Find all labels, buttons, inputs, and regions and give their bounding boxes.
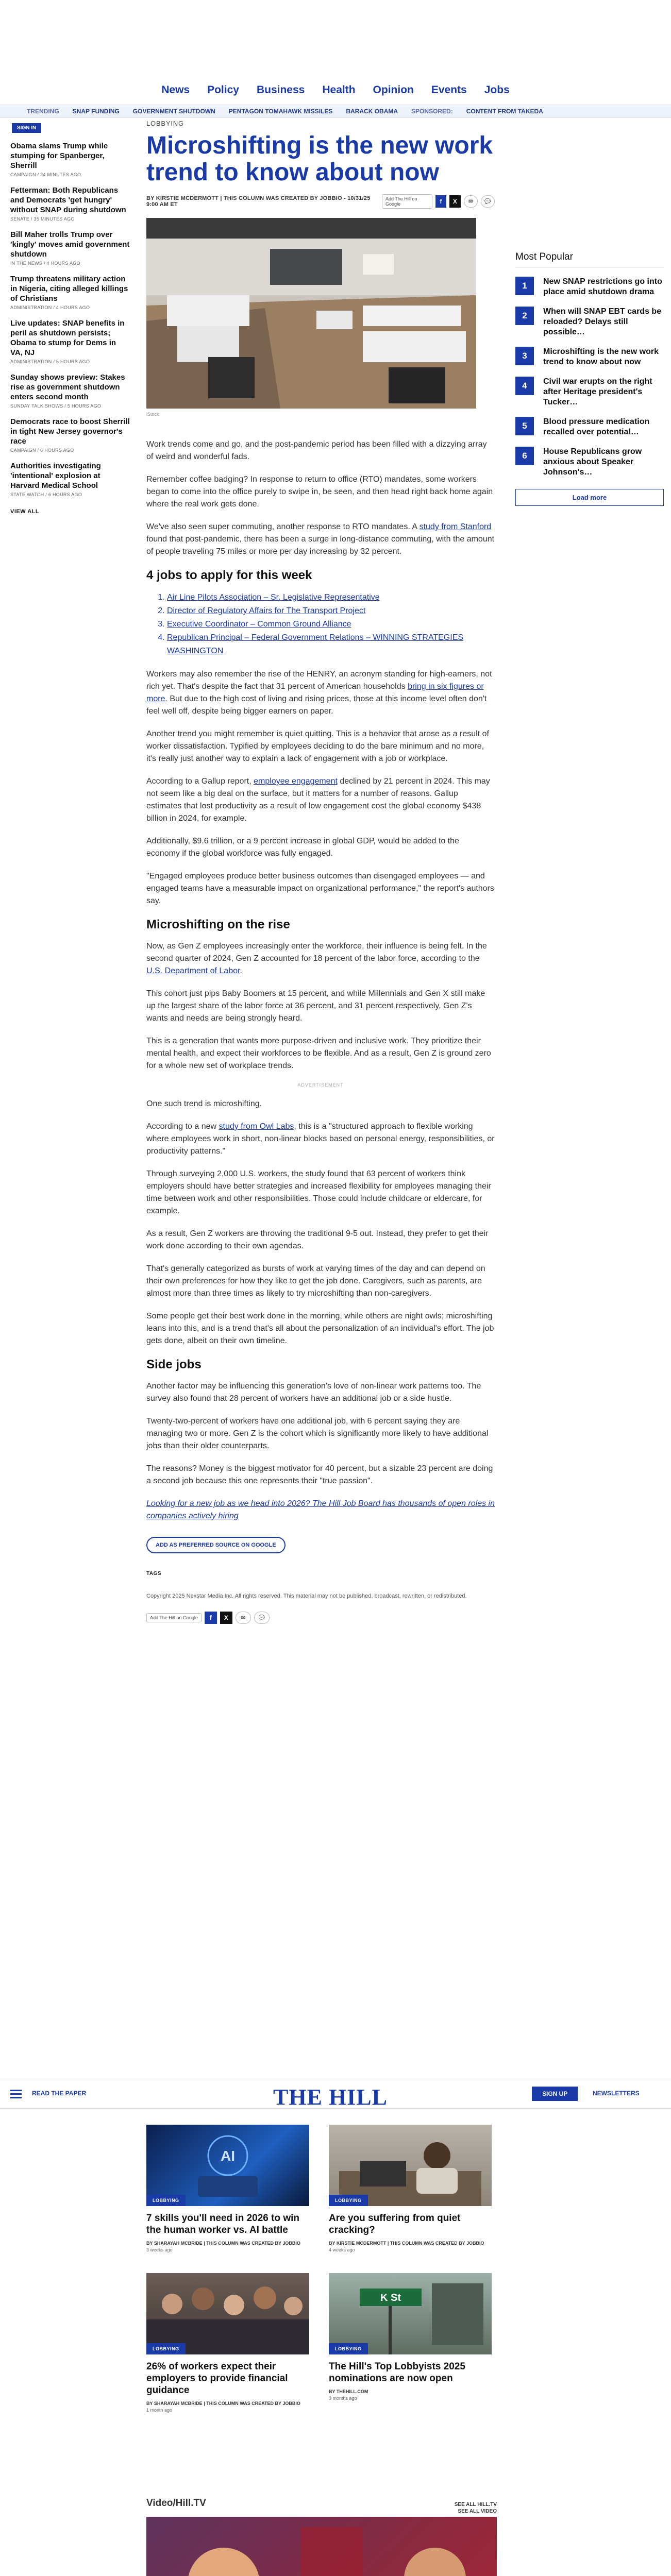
sponsored-label: SPONSORED: [411,108,453,115]
owl-labs-link[interactable]: study from Owl Labs [219,1122,294,1131]
paragraph: Remember coffee badging? In response to return to office (RTO) mandates, some workers began to come into the office purely to swipe in, be seen, and then head right back home again where the real work gets done. [146,475,493,509]
card-tag[interactable]: LOBBYING [146,2195,186,2206]
hamburger-menu-icon[interactable] [10,2090,22,2100]
paragraph: That's generally categorized as bursts of work at varying times of the day and can depend on their own preferences for how they like to get the job done. Caregivers, such as parents, are almost more than three times as likely to try microshifting than non-caregivers. [146,1264,485,1298]
article-headline: Microshifting is the new work trend to know about now [146,132,493,186]
most-popular-headline[interactable]: Microshifting is the new work trend to know about now [543,347,659,366]
see-all-links [455,2501,497,2515]
facebook-icon[interactable]: f [205,1612,217,1624]
nav-news[interactable]: News [161,84,190,96]
most-popular-title: Most Popular [515,251,664,267]
card-timestamp: 1 month ago [146,2408,173,2413]
paragraph [146,1121,495,1158]
trending-label: TRENDING [27,108,59,115]
main-nav [0,77,671,103]
comment-icon[interactable]: 💬 [481,195,495,208]
email-icon[interactable]: ✉ [464,195,478,208]
card-title[interactable]: 7 skills you'll need in 2026 to win the human worker vs. AI battle [146,2213,300,2235]
paragraph-text: found that post-pandemic, there has been a surge in long-distance commuting, with the amount of people traveling 75 miles or more per day increasing by 32 percent. [146,535,495,556]
card-timestamp: 3 months ago [329,2396,357,2401]
stressed-worker-illustration [329,2125,492,2206]
card-image[interactable] [146,2273,309,2354]
card-title[interactable]: Are you suffering from quiet cracking? [329,2213,461,2235]
load-more-button[interactable]: Load more [515,489,664,506]
job-link[interactable]: 1. Air Line Pilots Association – Sr. Legislative Representative [167,591,495,604]
most-popular-item[interactable] [515,417,664,437]
paragraph: Another factor may be influencing this generation's love of non-linear work patterns too. The survey also found that 28 percent of workers have an additional job or a side hustle. [146,1382,481,1403]
card-image[interactable] [329,2125,492,2206]
paragraph: Twenty-two-percent of workers have one additional job, with 6 percent saying they are managing two or more. Gen Z is the cohort which is significantly more likely to have additional jobs than their older counterparts. [146,1417,489,1450]
paragraph: "Engaged employees produce better business outcomes than disengaged employees — and engaged teams have a measurable impact on organizational performance," the report's authors say. [146,872,494,905]
rank-badge: 3 [515,347,534,365]
preferred-source-button[interactable]: ADD AS PREFERRED SOURCE ON GOOGLE [146,1537,286,1553]
rank-badge: 2 [515,307,534,325]
paragraph [146,668,495,718]
video-thumbnail [146,2517,497,2576]
most-popular-item[interactable] [515,307,664,337]
rail-item-meta: CAMPAIGN / 6 HOURS AGO [10,448,74,453]
article-byline: BY KIRSTIE MCDERMOTT | THIS COLUMN WAS CREATED BY JOBBIO - 10/31/25 9:00 AM ET [146,195,371,208]
card-byline: BY KIRSTIE MCDERMOTT | THIS COLUMN WAS CREATED BY JOBBIO [329,2241,484,2246]
byline-row [146,194,495,209]
related-card[interactable] [146,2273,309,2413]
rail-item[interactable] [10,417,130,453]
svg-text:AI: AI [221,2148,235,2164]
paragraph: Some people get their best work done in the morning, while others are night owls; microshifting leans into this, and is a trend that's all about the personalization of an individual's effort. The job gets done, albeit on their own timeline. [146,1312,494,1345]
labor-department-link[interactable]: U.S. Department of Labor [146,967,240,975]
see-all-video-link[interactable]: SEE ALL VIDEO [458,2509,497,2514]
rail-item-title[interactable]: Fetterman: Both Republicans and Democrats 'get hungry' without SNAP during shutdown [10,186,126,214]
video-section-title: Video/Hill.TV [146,2498,206,2509]
sponsored-item[interactable]: CONTENT FROM TAKEDA [466,108,543,115]
video-player[interactable] [146,2517,497,2576]
trending-bar [0,105,671,118]
nav-jobs[interactable]: Jobs [484,84,510,96]
paragraph: One such trend is microshifting. [146,1099,262,1108]
advertisement-label: ADVERTISEMENT [297,1082,344,1088]
article [146,120,495,1624]
card-title[interactable]: The Hill's Top Lobbyists 2025 nominations are now open [329,2361,465,2384]
most-popular-item[interactable] [515,447,664,478]
card-tag[interactable]: LOBBYING [329,2195,368,2206]
x-icon[interactable]: X [220,1612,232,1624]
card-title[interactable]: 26% of workers expect their employers to provide financial guidance [146,2361,288,2396]
ai-robot-illustration [146,2125,309,2206]
paragraph-text: , this is a "structured approach to flexible working where employees work in short, non-linear blocks based on personal energy, responsibilities, or productivity patterns." [146,1122,495,1156]
rail-item-title[interactable]: Obama slams Trump while stumping for Spanberger, Sherrill [10,142,108,170]
paragraph: The reasons? Money is the biggest motivator for 40 percent, but a sizable 23 percent are doing a second job because this one represents their "true passion". [146,1464,493,1485]
rank-badge: 5 [515,417,534,435]
bottom-share-bar [146,1612,495,1624]
related-card[interactable] [146,2125,309,2252]
job-link[interactable]: 2. Director of Regulatory Affairs for The Transport Project [167,604,495,618]
card-byline: BY SHARAYAH MCBRIDE | THIS COLUMN WAS CREATED BY JOBBIO [146,2401,300,2406]
section-heading-microshifting: Microshifting on the rise [146,918,290,931]
nav-policy[interactable]: Policy [207,84,239,96]
read-the-paper-link[interactable]: READ THE PAPER [32,2090,87,2097]
rank-badge: 1 [515,277,534,295]
job-link[interactable]: 4. Republican Principal – Federal Government Relations – WINNING STRATEGIES WASHINGTON [167,631,495,658]
office-illustration [146,218,476,409]
trending-item[interactable]: BARACK OBAMA [346,108,398,115]
rail-item[interactable] [10,274,130,310]
comment-icon[interactable]: 💬 [254,1612,270,1624]
trending-item[interactable]: GOVERNMENT SHUTDOWN [132,108,215,115]
nav-opinion[interactable]: Opinion [373,84,414,96]
paragraph-text: . But due to the high cost of living and rising prices, those at this income level often don't feel well off, despite being bigger earners on paper. [146,694,487,716]
view-all-link[interactable]: VIEW ALL [10,509,40,515]
rail-item-meta: ADMINISTRATION / 4 HOURS AGO [10,305,90,310]
nav-health[interactable]: Health [322,84,356,96]
card-byline: BY THEHILL.COM [329,2389,368,2394]
most-popular-item[interactable] [515,347,664,367]
crowd-illustration [146,2273,309,2354]
card-tag[interactable]: LOBBYING [146,2343,186,2354]
paragraph: This cohort just pips Baby Boomers at 15 percent, and while Millennials and Gen X still make up the largest share of the labor force at 36 percent, and 31 percent respectively, Gen Z's wants and needs are being strongly heard. [146,989,485,1023]
rail-item-meta: SENATE / 35 MINUTES AGO [10,216,75,222]
nav-events[interactable]: Events [431,84,467,96]
sign-in-button[interactable]: SIGN IN [12,123,41,133]
see-all-hilltv-link[interactable]: SEE ALL HILL.TV [454,2502,497,2507]
employee-engagement-link[interactable]: employee engagement [254,777,338,786]
six-figures-link[interactable]: bring in six figures or more [146,682,484,703]
the-hill-logo[interactable]: THE HILL [273,2084,388,2110]
rail-item[interactable] [10,141,130,177]
most-popular-headline[interactable]: Blood pressure medication recalled over potential… [543,417,650,436]
paragraph: Additionally, $9.6 trillion, or a 9 percent increase in global GDP, would be added to the economy if the global workforce was fully engaged. [146,837,459,858]
paragraph-text: declined by 21 percent in 2024. This may not seem like a big deal on the surface, but it matters for a number of reasons. Gallup estimates that lost productivity as a result of low engagement cost the global economy $438 billion in 2024, for example. [146,777,490,823]
rail-item[interactable] [10,318,130,364]
rail-item[interactable] [10,185,130,222]
article-kicker[interactable]: LOBBYING [146,120,184,127]
rail-item-title[interactable]: Sunday shows preview: Stakes rise as government shutdown enters second month [10,373,125,401]
section-heading-side-jobs: Side jobs [146,1358,202,1371]
stanford-study-link[interactable]: study from Stanford [419,522,492,531]
svg-text:K St: K St [380,2292,401,2303]
rail-item-title[interactable]: Authorities investigating 'intentional' explosion at Harvard Medical School [10,462,101,490]
most-popular-headline[interactable]: New SNAP restrictions go into place amid shutdown drama [543,277,662,296]
job-link[interactable]: 3. Executive Coordinator – Common Ground Alliance [167,618,495,631]
image-caption: iStock [146,412,159,417]
card-tag[interactable]: LOBBYING [329,2343,368,2354]
paragraph [146,521,495,558]
sign-up-button[interactable]: SIGN UP [532,2087,578,2101]
card-image[interactable] [329,2273,492,2354]
x-icon[interactable]: X [449,195,461,208]
paragraph [146,940,495,977]
most-popular-headline[interactable]: Civil war erupts on the right after Heritage president's Tucker… [543,377,652,406]
rail-item[interactable] [10,230,130,266]
paragraph-text: . [240,967,242,975]
related-card[interactable] [329,2125,492,2252]
card-timestamp: 4 weeks ago [329,2247,355,2252]
google-source-badge[interactable]: Add The Hill on Google [146,1613,202,1622]
paragraph-text: Workers may also remember the rise of the HENRY, an acronym standing for high-earners, not rich yet. That's despite the fact that 31 percent of American households [146,670,492,691]
tags-label: TAGS [146,1571,162,1577]
latest-news-rail [10,123,130,515]
paragraph: Through surveying 2,000 U.S. workers, the study found that 63 percent of workers think employers should have better strategies and increased flexibility for employees managing their time between work and other responsibilities. Those could include childcare or eldercare, for example. [146,1170,491,1215]
most-popular-item[interactable] [515,377,664,408]
paragraph-text: According to a Gallup report, [146,777,251,786]
rank-badge: 4 [515,377,534,395]
rank-badge: 6 [515,447,534,465]
google-source-badge[interactable]: Add The Hill on Google [382,194,432,209]
most-popular-headline[interactable]: House Republicans grow anxious about Speaker Johnson's… [543,447,642,477]
most-popular-item[interactable] [515,277,664,297]
paragraph [146,1498,495,1522]
rail-item-meta: SUNDAY TALK SHOWS / 5 HOURS AGO [10,403,102,409]
jobs-heading: 4 jobs to apply for this week [146,568,312,582]
paragraph [146,775,495,825]
hero-office-image [146,218,476,409]
paragraph-text: According to a new [146,1122,217,1131]
paragraph-text: We've also seen super commuting, another response to RTO mandates. A [146,522,417,531]
rail-item-title[interactable]: Trump threatens military action in Nigeria, citing alleged killings of Christians [10,275,128,303]
paragraph: This is a generation that wants more purpose-driven and inclusive work. They prioritize their mental health, and expect their workforces to be flexible. And as a result, Gen Z is ground zero for a whole new set of workplace trends. [146,1037,491,1070]
trending-item[interactable]: PENTAGON TOMAHAWK MISSILES [228,108,333,115]
k-street-sign-illustration [329,2273,492,2354]
card-byline: BY SHARAYAH MCBRIDE | THIS COLUMN WAS CREATED BY JOBBIO [146,2241,300,2246]
most-popular [515,251,664,506]
paragraph: Another trend you might remember is quiet quitting. This is a behavior that arose as a result of worker dissatisfaction. Typified by employees deciding to do the bare minimum and no more, it's really just another way to explain a lack of engagement with a job or workplace. [146,730,489,763]
rail-item-meta: ADMINISTRATION / 5 HOURS AGO [10,359,90,364]
paragraph-text: Now, as Gen Z employees increasingly enter the workforce, their influence is being felt. In the second quarter of 2024, Gen Z accounted for 18 percent of the labor force, according to the [146,942,487,963]
rail-item[interactable] [10,372,130,409]
share-bar [382,194,495,209]
rail-item-meta: IN THE NEWS / 4 HOURS AGO [10,261,80,266]
email-icon[interactable]: ✉ [236,1612,251,1624]
rail-item[interactable] [10,461,130,497]
nav-business[interactable]: Business [256,84,305,96]
rail-item-title[interactable]: Bill Maher trolls Trump over 'kingly' moves amid government shutdown [10,230,130,259]
rail-item-meta: STATE WATCH / 6 HOURS AGO [10,492,82,497]
paragraph: As a result, Gen Z workers are throwing the traditional 9-5 out. Instead, they prefer to get their work done according to their own agendas. [146,1229,489,1250]
trending-item[interactable]: SNAP FUNDING [72,108,120,115]
site-header [0,2078,671,2109]
paragraph: Work trends come and go, and the post-pandemic period has been filled with a dizzying array of weird and wonderful fads. [146,440,487,461]
video-section-header [146,2498,497,2519]
related-card[interactable] [329,2273,492,2413]
facebook-icon[interactable]: f [435,195,447,208]
rail-item-title[interactable]: Democrats race to boost Sherrill in tight New Jersey governor's race [10,417,130,446]
related-articles [146,2125,497,2413]
card-timestamp: 3 weeks ago [146,2247,173,2252]
jobs-list [167,591,495,658]
newsletters-link[interactable]: NEWSLETTERS [593,2090,640,2097]
rail-item-meta: CAMPAIGN / 24 MINUTES AGO [10,172,81,177]
job-board-link[interactable]: Looking for a new job as we head into 2026? The Hill Job Board has thousands of open roles in companies actively hiring [146,1499,495,1520]
article-body [146,438,495,1624]
copyright: Copyright 2025 Nexstar Media Inc. All rights reserved. This material may not be published, broadcast, rewritten, or redistributed. [146,1593,467,1599]
card-image[interactable] [146,2125,309,2206]
rail-item-title[interactable]: Live updates: SNAP benefits in peril as shutdown persists; Obama to stump for Dems in VA, NJ [10,319,125,357]
most-popular-headline[interactable]: When will SNAP EBT cards be reloaded? Delays still possible… [543,307,662,336]
